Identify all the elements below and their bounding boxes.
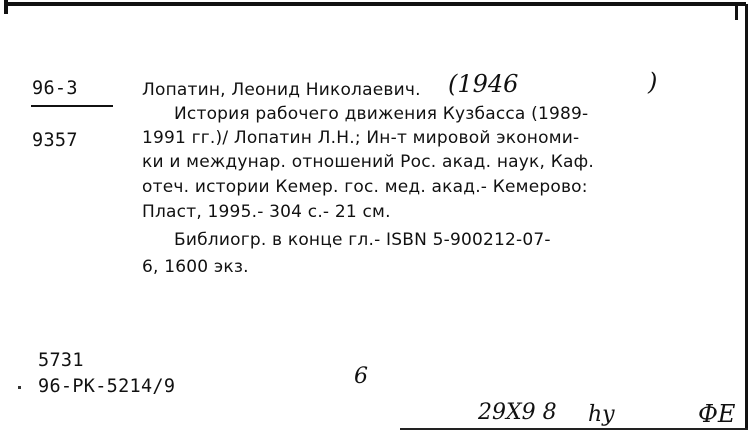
entry-line-7: 6, 1600 экз.	[142, 257, 249, 277]
card-top-notch	[4, 0, 8, 14]
entry-line-3: ки и междунар. отношений Рос. акад. наук, Каф.	[142, 152, 594, 172]
card-corner-mark	[735, 6, 738, 20]
call-number-rule	[31, 105, 113, 107]
entry-line-2: 1991 гг.)/ Лопатин Л.Н.; Ин-т мировой экономи-	[142, 128, 580, 148]
handwritten-birth-year: (1946	[448, 70, 519, 98]
call-number-top: 96-3	[32, 78, 78, 99]
card-top-border	[4, 2, 746, 6]
author-heading: Лопатин, Леонид Николаевич.	[142, 80, 421, 100]
entry-line-4: отеч. истории Кемер. гос. мед. акад.- Кемерово:	[142, 177, 588, 197]
handwritten-mark: 6	[354, 364, 368, 389]
code-line-1: 5731	[38, 350, 84, 371]
entry-line-6: Библиогр. в конце гл.- ISBN 5-900212-07-	[174, 230, 551, 250]
entry-line-5: Пласт, 1995.- 304 с.- 21 см.	[142, 202, 391, 222]
code-line-2: 96-PK-5214/9	[38, 376, 176, 397]
call-number-bottom: 9357	[32, 130, 78, 151]
handwritten-number: 29Х9 8	[478, 400, 557, 425]
entry-line-1: История рабочего движения Кузбасса (1989-	[174, 104, 589, 124]
card-right-border	[745, 4, 748, 429]
handwritten-scribble: hy	[588, 402, 615, 427]
card-bottom-border	[400, 428, 748, 430]
scan-speck	[18, 386, 21, 389]
handwritten-bracket-close: )	[648, 68, 658, 96]
handwritten-initials: ФЕ	[698, 400, 736, 428]
